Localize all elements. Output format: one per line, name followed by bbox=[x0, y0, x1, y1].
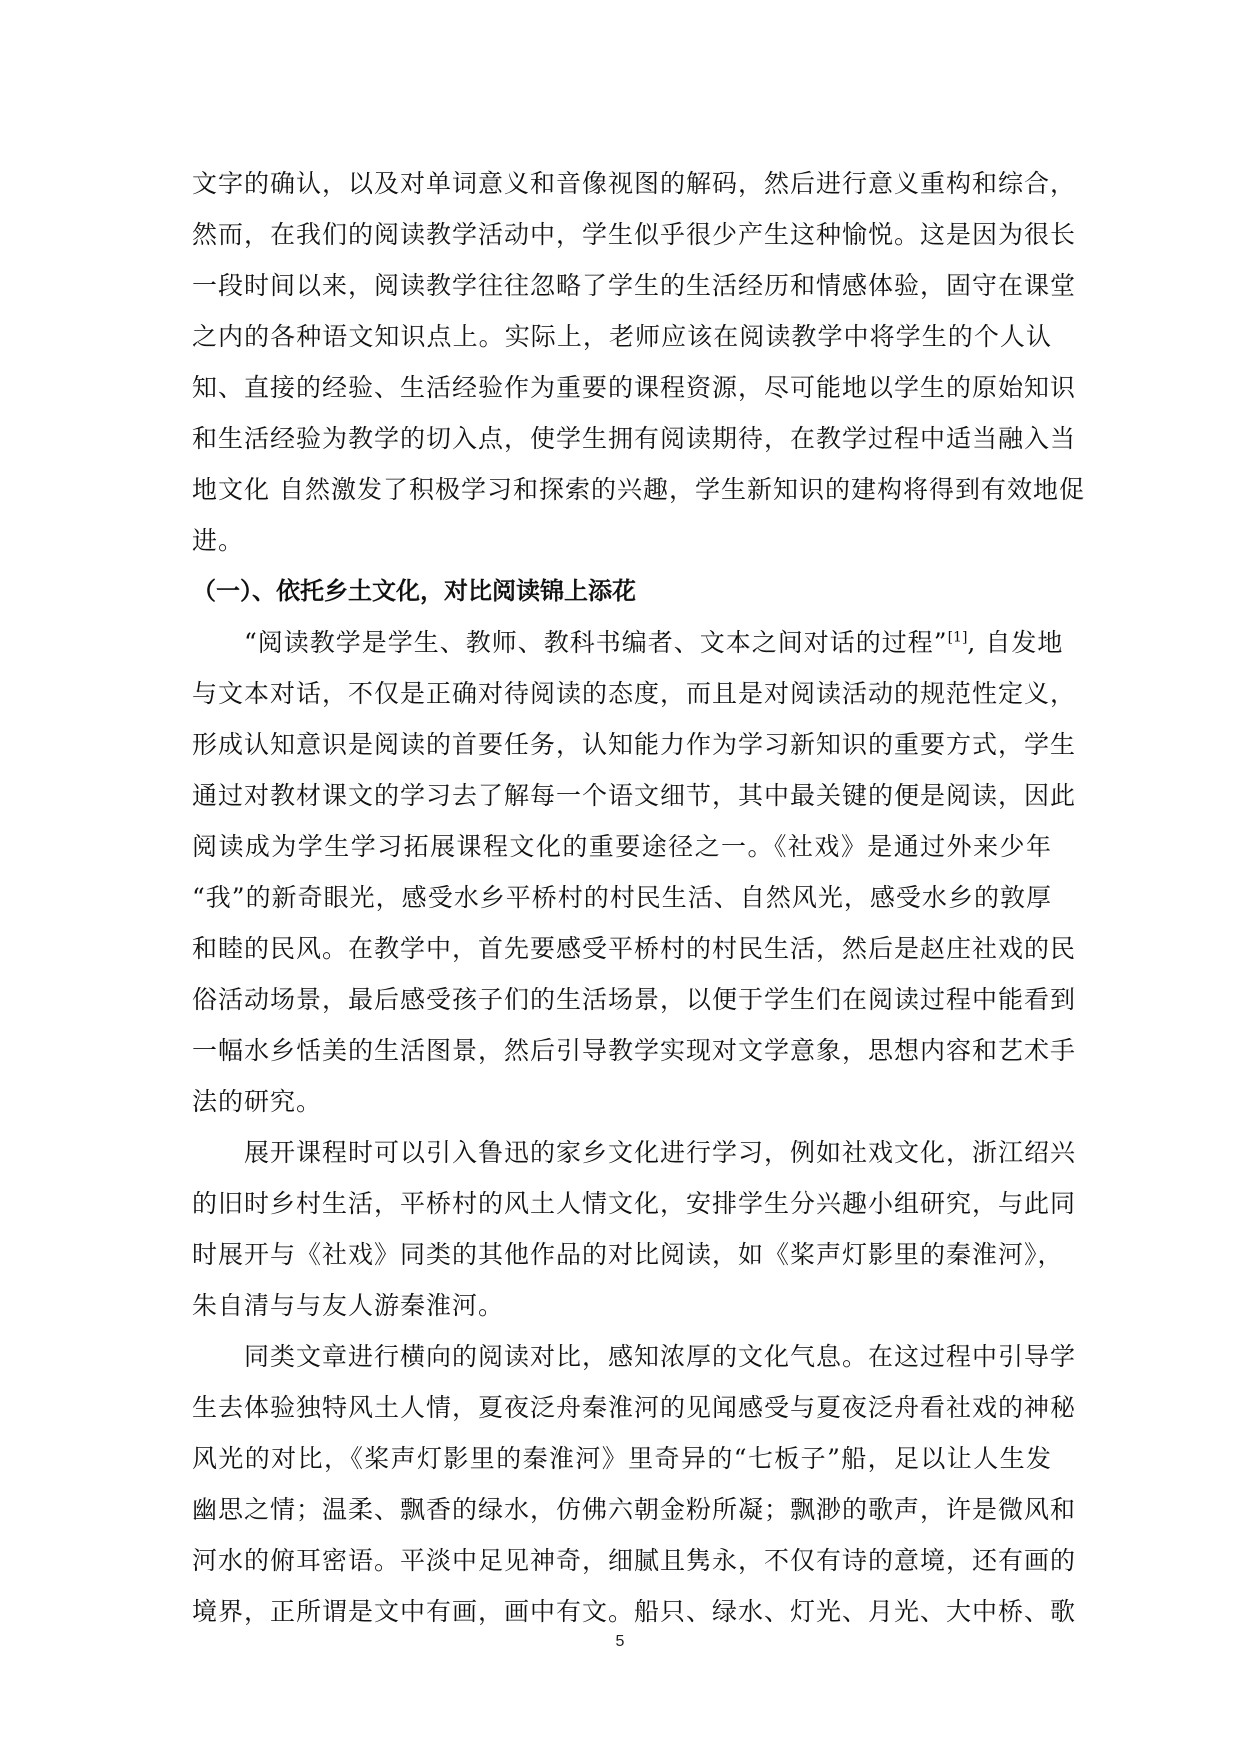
paragraph-line: 和睦的民风。在教学中，首先要感受平桥村的村民生活，然后是赵庄社戏的民 bbox=[192, 934, 1077, 963]
paragraph-line: 与文本对话，不仅是正确对待阅读的态度，而且是对阅读活动的规范性定义， bbox=[192, 679, 1077, 708]
paragraph-line: 之内的各种语文知识点上。实际上，老师应该在阅读教学中将学生的个人认 bbox=[192, 322, 1052, 351]
paragraph-first-line: 同类文章进行横向的阅读对比，感知浓厚的文化气息。在这过程中引导学 bbox=[244, 1342, 1077, 1371]
paragraph-first-line: 展开课程时可以引入鲁迅的家乡文化进行学习，例如社戏文化，浙江绍兴 bbox=[244, 1138, 1077, 1167]
body-text bbox=[192, 158, 1085, 1637]
paragraph-line: 知、直接的经验、生活经验作为重要的课程资源，尽可能地以学生的原始知识 bbox=[192, 373, 1077, 402]
paragraph-line: 和生活经验为教学的切入点，使学生拥有阅读期待，在教学过程中适当融入当 bbox=[192, 424, 1077, 453]
paragraph-line: 生去体验独特风土人情，夏夜泛舟秦淮河的见闻感受与夏夜泛舟看社戏的神秘 bbox=[192, 1393, 1077, 1422]
paragraph-line: 朱自清与与友人游秦淮河。 bbox=[192, 1291, 505, 1320]
paragraph-line: 形成认知意识是阅读的首要任务，认知能力作为学习新知识的重要方式，学生 bbox=[192, 730, 1077, 759]
paragraph-line: 幽思之情；温柔、飘香的绿水，仿佛六朝金粉所凝；飘渺的歌声，许是微风和 bbox=[192, 1495, 1077, 1524]
paragraph-line: 的旧时乡村生活，平桥村的风土人情文化，安排学生分兴趣小组研究，与此同 bbox=[192, 1189, 1077, 1218]
paragraph-line: “我”的新奇眼光，感受水乡平桥村的村民生活、自然风光，感受水乡的敦厚 bbox=[192, 883, 1052, 912]
paragraph-first-line bbox=[192, 617, 1064, 668]
paragraph-line: 一段时间以来，阅读教学往往忽略了学生的生活经历和情感体验，固守在课堂 bbox=[192, 271, 1077, 300]
paragraph-line: 然而，在我们的阅读教学活动中，学生似乎很少产生这种愉悦。这是因为很长 bbox=[192, 220, 1077, 249]
paragraph-line: 地文化 自然激发了积极学习和探索的兴趣，学生新知识的建构将得到有效地促 bbox=[192, 475, 1085, 504]
paragraph-line: 河水的俯耳密语。平淡中足见神奇，细腻且隽永，不仅有诗的意境，还有画的 bbox=[192, 1546, 1077, 1575]
paragraph-line: 通过对教材课文的学习去了解每一个语文细节，其中最关键的便是阅读，因此 bbox=[192, 781, 1077, 810]
paragraph-text: , 自发地 bbox=[967, 628, 1064, 657]
page-number: 5 bbox=[615, 1633, 625, 1650]
paragraph-line: 时展开与《社戏》同类的其他作品的对比阅读，如《桨声灯影里的秦淮河》， bbox=[192, 1240, 1064, 1269]
paragraph-line: 境界，正所谓是文中有画，画中有文。船只、绿水、灯光、月光、大中桥、歌 bbox=[192, 1597, 1077, 1626]
citation-reference[interactable]: [1] bbox=[947, 629, 968, 646]
paragraph-line: 法的研究。 bbox=[192, 1087, 323, 1116]
section-heading: （一）、依托乡土文化，对比阅读锦上添花 bbox=[192, 577, 636, 605]
paragraph-line: 进。 bbox=[192, 526, 245, 555]
paragraph-line: 一幅水乡恬美的生活图景，然后引导教学实现对文学意象，思想内容和艺术手 bbox=[192, 1036, 1077, 1065]
paragraph-line: 风光的对比，《桨声灯影里的秦淮河》里奇异的“七板子”船，足以让人生发 bbox=[192, 1444, 1052, 1473]
paragraph-line: 俗活动场景，最后感受孩子们的生活场景，以便于学生们在阅读过程中能看到 bbox=[192, 985, 1077, 1014]
quoted-definition: “阅读教学是学生、教师、教科书编者、文本之间对话的过程” bbox=[244, 628, 948, 657]
paragraph-line: 文字的确认，以及对单词意义和音像视图的解码，然后进行意义重构和综合， bbox=[192, 169, 1077, 198]
paragraph-line: 阅读成为学生学习拓展课程文化的重要途径之一。《社戏》是通过外来少年 bbox=[192, 832, 1052, 861]
